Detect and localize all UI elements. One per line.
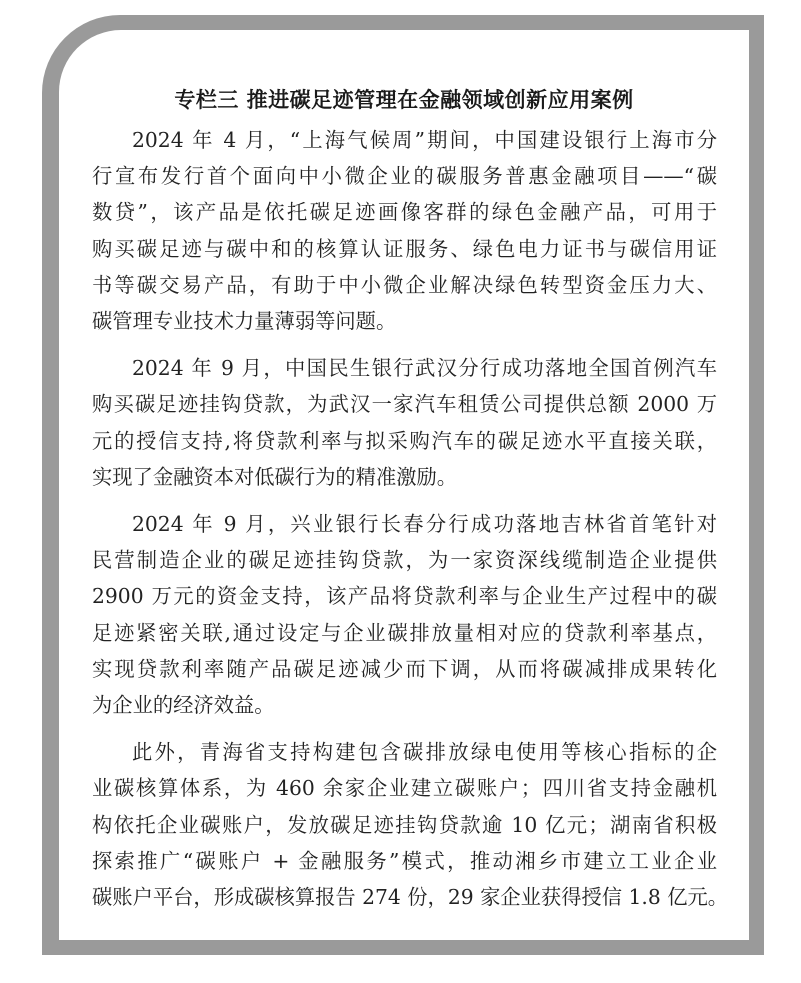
text-line: 业碳核算体系，为 460 余家企业建立碳账户；四川省支持金融机 bbox=[92, 776, 717, 801]
text-line: 碳管理专业技术力量薄弱等问题。 bbox=[92, 309, 397, 334]
text-line: 此外，青海省支持构建包含碳排放绿电使用等核心指标的企 bbox=[132, 740, 717, 765]
text-line: 为企业的经济效益。 bbox=[92, 693, 275, 718]
text-line: 2024 年 9 月，兴业银行长春分行成功落地吉林省首笔针对 bbox=[132, 512, 717, 537]
box-title: 专栏三 推进碳足迹管理在金融领域创新应用案例 bbox=[174, 88, 634, 112]
text-line: 碳账户平台，形成碳核算报告 274 份，29 家企业获得授信 1.8 亿元。 bbox=[92, 885, 729, 910]
text-line: 足迹紧密关联,通过设定与企业碳排放量相对应的贷款利率基点， bbox=[92, 620, 717, 645]
text-line: 2024 年 9 月，中国民生银行武汉分行成功落地全国首例汽车 bbox=[132, 356, 717, 381]
text-line: 购买碳足迹挂钩贷款，为武汉一家汽车租赁公司提供总额 2000 万 bbox=[92, 392, 717, 417]
text-line: 2900 万元的资金支持，该产品将贷款利率与企业生产过程中的碳 bbox=[92, 584, 717, 609]
text-line: 行宣布发行首个面向中小微企业的碳服务普惠金融项目——“碳 bbox=[92, 164, 717, 189]
text-line: 数贷”，该产品是依托碳足迹画像客群的绿色金融产品，可用于 bbox=[92, 200, 717, 225]
text-line: 元的授信支持,将贷款利率与拟采购汽车的碳足迹水平直接关联， bbox=[92, 428, 717, 453]
text-line: 民营制造企业的碳足迹挂钩贷款，为一家资深线缆制造企业提供 bbox=[92, 548, 717, 573]
paragraph-4 bbox=[92, 734, 729, 915]
text-line: 探索推广“碳账户 + 金融服务”模式，推动湘乡市建立工业企业 bbox=[92, 848, 717, 873]
text-line: 构依托企业碳账户，发放碳足迹挂钩贷款逾 10 亿元；湖南省积极 bbox=[92, 812, 717, 837]
box-body bbox=[92, 122, 729, 915]
paragraph-1 bbox=[92, 122, 717, 339]
text-line: 书等碳交易产品，有助于中小微企业解决绿色转型资金压力大、 bbox=[92, 272, 717, 297]
paragraph-3 bbox=[92, 506, 717, 723]
paragraph-2 bbox=[92, 350, 717, 495]
text-line: 购买碳足迹与碳中和的核算认证服务、绿色电力证书与碳信用证 bbox=[92, 236, 717, 261]
text-line: 2024 年 4 月，“上海气候周”期间，中国建设银行上海市分 bbox=[132, 128, 717, 152]
text-line: 实现贷款利率随产品碳足迹减少而下调，从而将碳减排成果转化 bbox=[92, 656, 717, 681]
text-line: 实现了金融资本对低碳行为的精准激励。 bbox=[92, 464, 458, 489]
